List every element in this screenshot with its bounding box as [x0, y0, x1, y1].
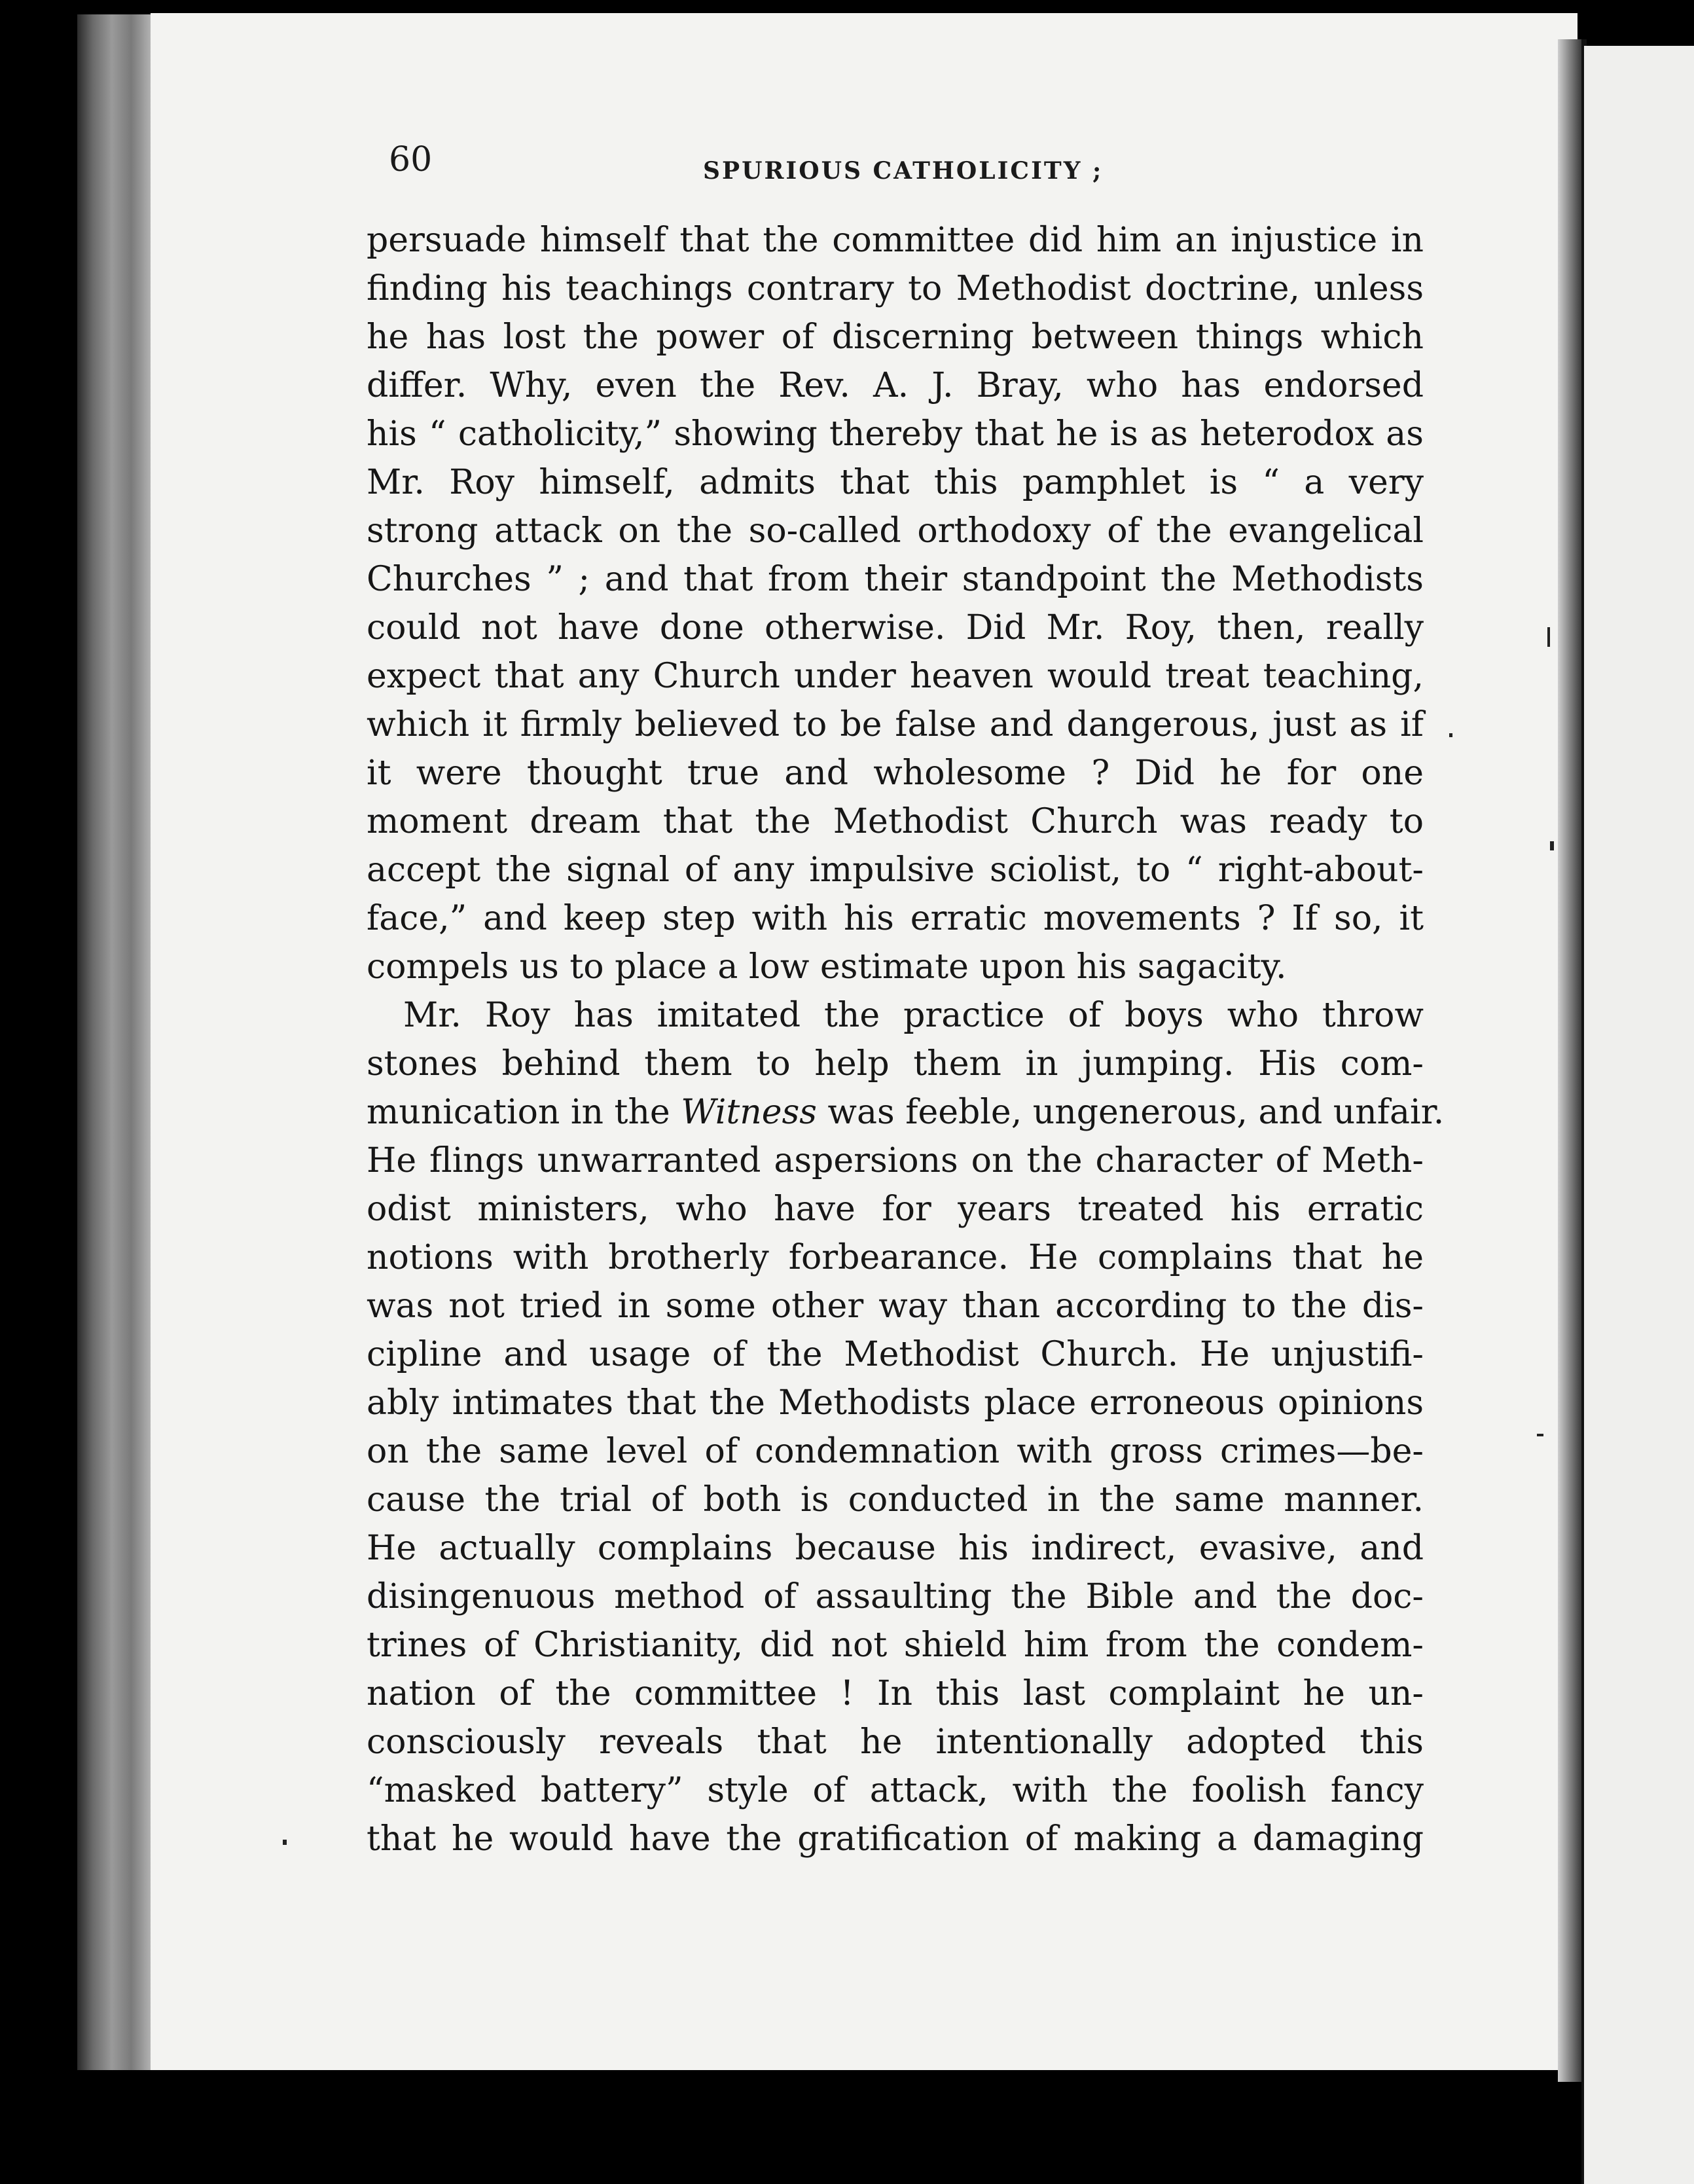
text-line: disingenuous method of assaulting the Bible and the doc- — [367, 1577, 1424, 1616]
text-line: trines of Christianity, did not shield him from the condem- — [367, 1626, 1424, 1665]
text-line: He actually complains because his indirect, evasive, and — [367, 1529, 1424, 1568]
text-line: face,” and keep step with his erratic movements ? If so, it — [367, 899, 1424, 938]
text-line: differ. Why, even the Rev. A. J. Bray, who has endorsed — [367, 366, 1424, 405]
text-line: stones behind them to help them in jumping. His com- — [367, 1044, 1424, 1083]
scan-speck — [1547, 627, 1550, 647]
text-line: it were thought true and wholesome ? Did he for one — [367, 754, 1424, 793]
facing-page-edge — [1584, 46, 1694, 2184]
text-line: He flings unwarranted aspersions on the character of Meth- — [367, 1141, 1424, 1180]
text-line: on the same level of condemnation with gross crimes—be- — [367, 1432, 1424, 1471]
page-number: 60 — [389, 140, 433, 179]
text-line: odist ministers, who have for years treated his erratic — [367, 1190, 1424, 1229]
text-line: persuade himself that the committee did him an injustice in — [367, 221, 1424, 260]
text-line: cause the trial of both is conducted in the same manner. — [367, 1480, 1424, 1520]
text-line: consciously reveals that he intentionally adopted this — [367, 1722, 1424, 1762]
scan-speck — [1550, 841, 1554, 850]
italic-title: Witness — [681, 1093, 817, 1132]
scan-speck — [1449, 733, 1452, 737]
text-line: compels us to place a low estimate upon his sagacity. — [367, 947, 1287, 987]
text-line: moment dream that the Methodist Church was ready to — [367, 802, 1424, 841]
text-line: ably intimates that the Methodists place erroneous opinions — [367, 1383, 1424, 1423]
text-line: he has lost the power of discerning between things which — [367, 318, 1424, 357]
scan-speck — [283, 1840, 287, 1845]
text-line: Churches ” ; and that from their standpoint the Methodists — [367, 560, 1424, 599]
text-line: was not tried in some other way than according to the dis- — [367, 1286, 1424, 1326]
text-line: Mr. Roy himself, admits that this pamphlet is “ a very — [367, 463, 1424, 502]
text-line: finding his teachings contrary to Methodist doctrine, unless — [367, 269, 1424, 308]
text-line: expect that any Church under heaven would treat teaching, — [367, 657, 1424, 696]
page-gutter-shadow — [1558, 39, 1581, 2082]
text-line: nation of the committee ! In this last complaint he un- — [367, 1674, 1424, 1713]
text-line: which it firmly believed to be false and dangerous, just as if — [367, 705, 1424, 744]
text-line: cipline and usage of the Methodist Church. He unjustifi- — [367, 1335, 1424, 1374]
text-line: “masked battery” style of attack, with the foolish fancy — [367, 1771, 1424, 1810]
text-line: Mr. Roy has imitated the practice of boys who throw — [403, 996, 1424, 1035]
text-line: notions with brotherly forbearance. He complains that he — [367, 1238, 1424, 1277]
text-line: accept the signal of any impulsive sciolist, to “ right-about- — [367, 850, 1424, 890]
body-text — [367, 216, 1445, 1863]
text-line: munication in the Witness was feeble, ungenerous, and unfair. — [367, 1093, 1445, 1132]
text-line: could not have done otherwise. Did Mr. Roy, then, really — [367, 608, 1424, 647]
text-line: strong attack on the so-called orthodoxy of the evangelical — [367, 511, 1424, 551]
running-title: SPURIOUS CATHOLICITY ; — [703, 157, 1104, 185]
text-line: his “ catholicity,” showing thereby that he is as heterodox as — [367, 414, 1424, 454]
scan-speck — [1537, 1434, 1543, 1436]
book-spine — [77, 14, 154, 2070]
text-line: that he would have the gratification of making a damaging — [367, 1819, 1424, 1859]
